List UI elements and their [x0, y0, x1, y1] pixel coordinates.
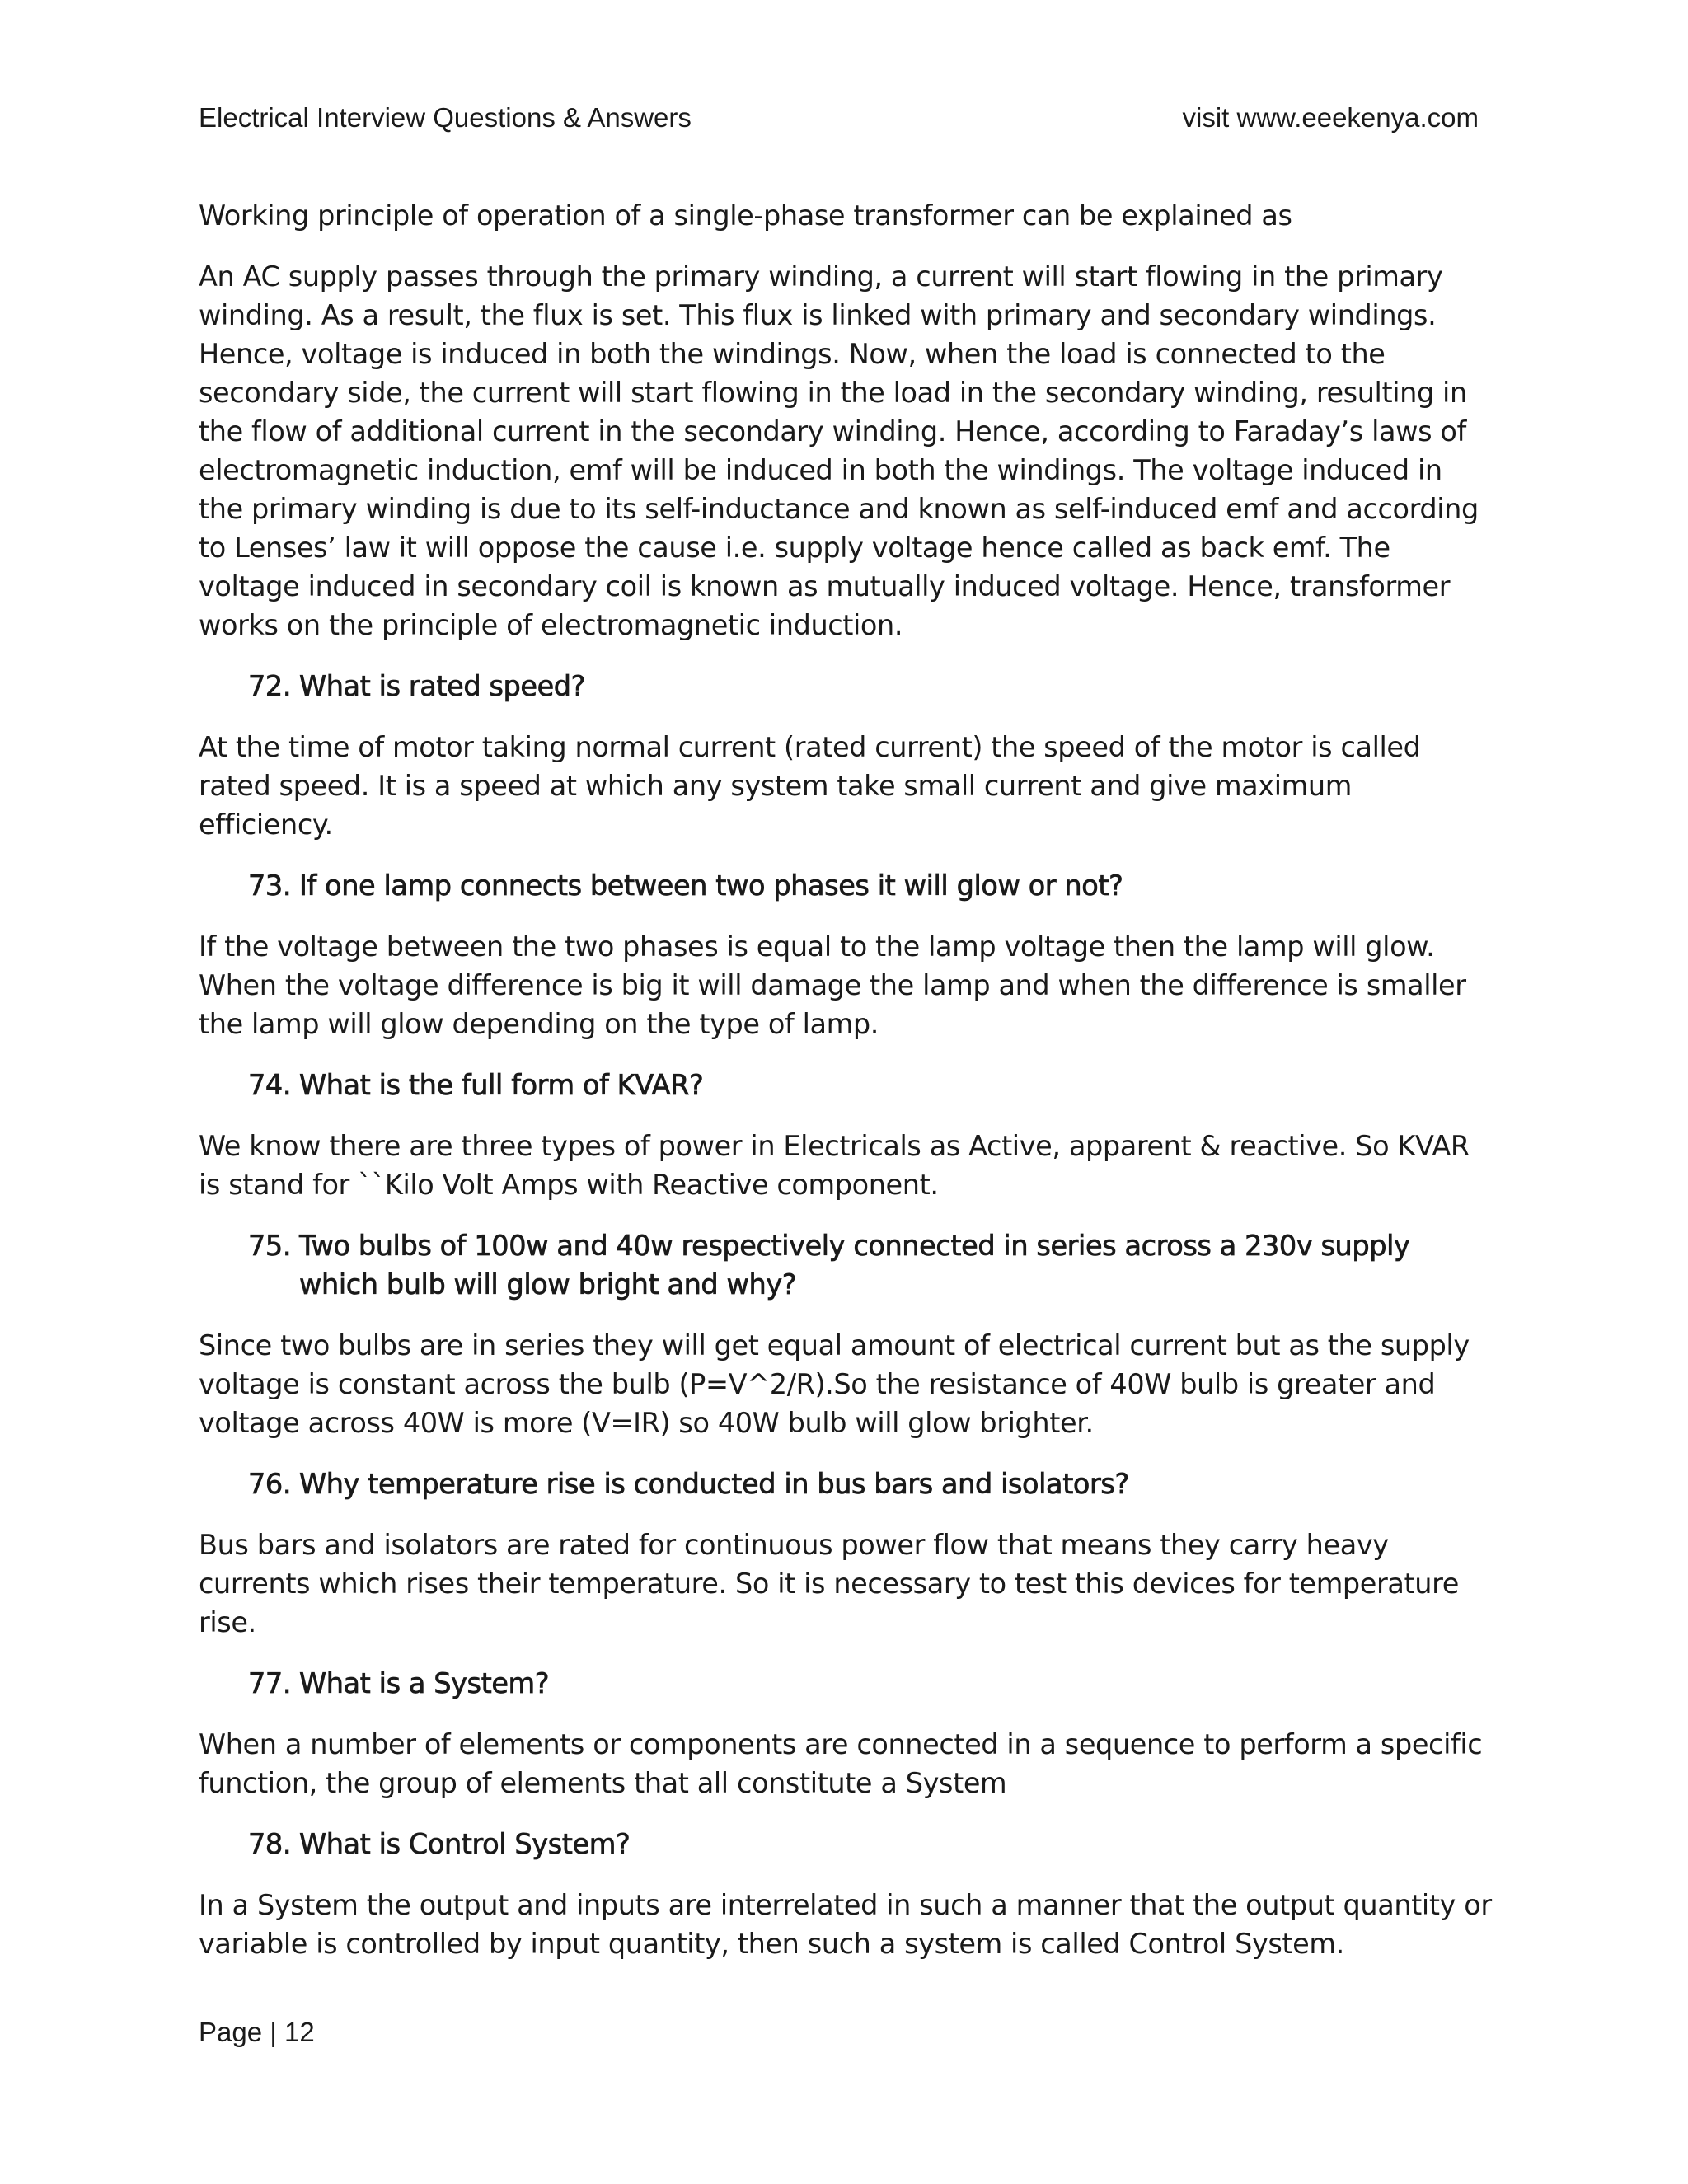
answer-74: We know there are three types of power in Electricals as Active, apparent & reactive. So KVAR is stand for ``Kilo Volt Amps with Reactive component. — [199, 1130, 1470, 1201]
page-footer — [199, 2012, 315, 2053]
answer-75: Since two bulbs are in series they will get equal amount of electrical current but as the supply voltage is constant across the bulb (P=V^2/R).So the resistance of 40W bulb is greater and voltage across 40W is more (V=IR) so 40W bulb will glow brighter. — [199, 1329, 1470, 1439]
question-number: 76. — [248, 1468, 292, 1500]
question-text: Two bulbs of 100w and 40w respectively connected in series across a 230v supply which bulb will glow bright and why? — [299, 1230, 1410, 1301]
question-text: Why temperature rise is conducted in bus bars and isolators? — [299, 1468, 1129, 1500]
question-number: 73. — [248, 869, 292, 902]
question-text: What is rated speed? — [299, 670, 586, 702]
header-website: visit www.eeekenya.com — [1182, 102, 1479, 133]
page-content — [199, 196, 1493, 1985]
question-number: 78. — [248, 1828, 292, 1860]
question-73 — [199, 866, 1493, 905]
page-number: Page | 12 — [199, 2017, 315, 2047]
question-text: If one lamp connects between two phases it will glow or not? — [299, 869, 1123, 902]
question-number: 75. — [248, 1230, 292, 1262]
answer-78: In a System the output and inputs are interrelated in such a manner that the output quantity or variable is controlled by input quantity, then such a system is called Control System. — [199, 1889, 1492, 1960]
intro-body: An AC supply passes through the primary winding, a current will start flowing in the primary winding. As a result, the flux is set. This flux is linked with primary and secondary windings. Hence, voltage is induced in both the windings. Now, when the load is connected to the secondary side, the current will start flowing in the load in the secondary winding, resulting in the flow of additional current in the secondary winding. Hence, according to Faraday’s laws of electromagnetic induction, emf will be induced in both the windings. The voltage induced in the primary winding is due to its self-inductance and known as self-induced emf and according to Lenses’ law it will oppose the cause i.e. supply voltage hence called as back emf. The voltage induced in secondary coil is known as mutually induced voltage. Hence, transformer works on the principle of electromagnetic induction. — [199, 260, 1479, 641]
intro-lead: Working principle of operation of a single-phase transformer can be explained as — [199, 199, 1292, 232]
question-76 — [199, 1465, 1493, 1503]
question-78 — [199, 1825, 1493, 1863]
question-text: What is Control System? — [299, 1828, 631, 1860]
page-header — [199, 97, 1479, 138]
question-77 — [199, 1664, 1493, 1703]
question-number: 77. — [248, 1667, 292, 1699]
question-75 — [199, 1226, 1493, 1304]
question-text: What is the full form of KVAR? — [299, 1069, 704, 1101]
header-title: Electrical Interview Questions & Answers — [199, 102, 692, 133]
answer-77: When a number of elements or components are connected in a sequence to perform a specific function, the group of elements that all constitute a System — [199, 1728, 1483, 1799]
question-number: 74. — [248, 1069, 292, 1101]
question-72 — [199, 667, 1493, 705]
question-number: 72. — [248, 670, 292, 702]
question-74 — [199, 1066, 1493, 1104]
answer-72: At the time of motor taking normal current (rated current) the speed of the motor is called rated speed. It is a speed at which any system take small current and give maximum efficiency. — [199, 731, 1421, 841]
question-text: What is a System? — [299, 1667, 550, 1699]
answer-76: Bus bars and isolators are rated for continuous power flow that means they carry heavy currents which rises their temperature. So it is necessary to test this devices for temperature rise. — [199, 1529, 1459, 1638]
answer-73: If the voltage between the two phases is equal to the lamp voltage then the lamp will glow. When the voltage difference is big it will damage the lamp and when the difference is smaller the lamp will glow depending on the type of lamp. — [199, 930, 1466, 1040]
